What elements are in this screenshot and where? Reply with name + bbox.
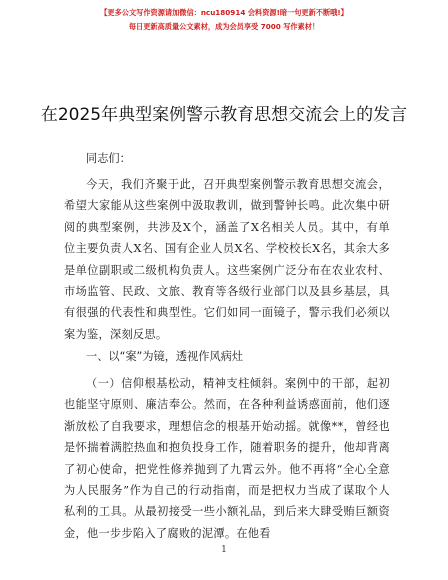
document-title: 在2025年典型案例警示教育思想交流会上的发言 [40,105,408,125]
page-number: 1 [221,545,227,555]
section-heading: 一、以“案”为镜，透视作风病灶 [86,350,244,363]
promo-banner-line-1: 【更多公文写作资源请加微信：ncu180914 会料资源!暗一句更新不断哦!】 [100,8,348,17]
salutation: 同志们： [86,152,131,165]
promo-banner [0,6,448,34]
paragraph-section-1: （一）信仰根基松动，精神支柱倾斜。案例中的干部，起初也能坚守原则、廉洁奉公。然而，在各种利益诱惑面前，他们逐渐放松了自我要求，理想信念的根基开始动摇。就像**，曾经也是怀揣着满腔热血和抱负投身工作，随着职务的提升，他却背离了初心使命，把党性修养抛到了九霄云外。他不再将“全心全意为人民服务”作为自己的行动指南，而是把权力当成了谋取个人私利的工具。从最初接受一些小额礼品，到后来大肆受贿巨额资金，他一步步陷入了腐败的泥潭。在他看 [64,377,390,540]
promo-banner-line-2: 每日更新高质量公文素材，成为会员享受 7000 写作素材！ [128,22,320,31]
paragraph-intro: 今天，我们齐聚于此，召开典型案例警示教育思想交流会，希望大家能从这些案例中汲取教训，做到警钟长鸣。此次集中研阅的典型案例，共涉及X个，涵盖了X名相关人员。其中，有单位主要负责人X名、国有企业人员X名、学校校长X名，其余大多是单位副职或二级机构负责人。这些案例广泛分布在农业农村、市场监管、民政、文旅、教育等各级行业部门以及县乡基层，具有很强的代表性和典型性。它们如同一面镜子，警示我们必须以案为鉴，深刻反思。 [64,178,390,341]
